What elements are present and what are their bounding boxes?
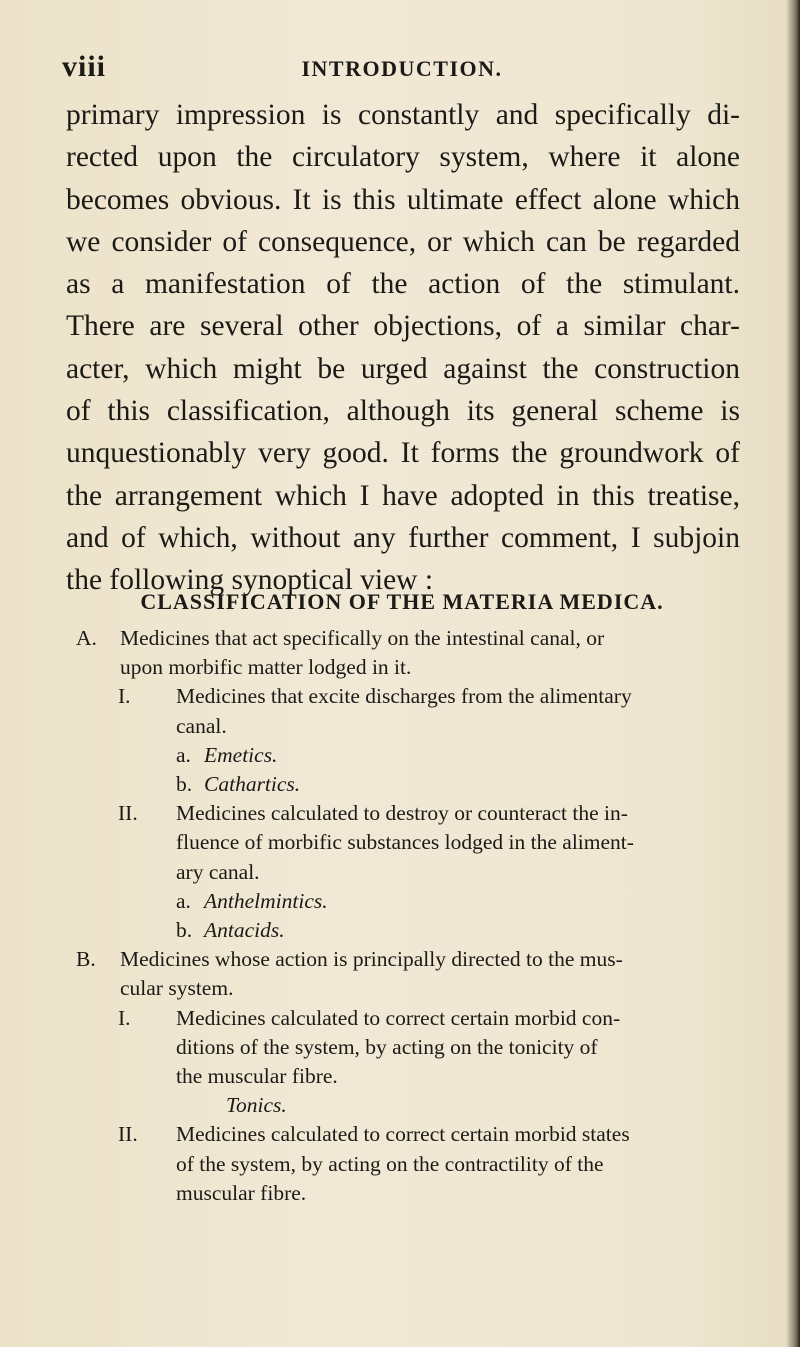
outline-text: Medicines calculated to correct certain morbid con-: [176, 1005, 621, 1030]
outline-label: b.: [176, 918, 193, 943]
page-number: viii: [62, 50, 107, 83]
outline-text: of the system, by acting on the contractility of the: [176, 1151, 604, 1176]
outline-text: muscular fibre.: [176, 1180, 307, 1205]
outline-item-a-i-b: [76, 770, 736, 799]
classification-outline: [76, 624, 736, 1208]
outline-text: ditions of the system, by acting on the tonicity of: [176, 1034, 598, 1059]
outline-item-b-i: [76, 1004, 736, 1092]
body-line: the following synoptical view :: [66, 564, 434, 597]
body-line: and of which, without any further comment, I subjoin: [66, 521, 740, 554]
outline-item-a-ii: [76, 799, 736, 887]
outline-item-a-i-a: [76, 741, 736, 770]
outline-text: fluence of morbific substances lodged in the aliment-: [176, 830, 634, 855]
running-head: INTRODUCTION.: [301, 56, 503, 81]
outline-term: Anthelmintics.: [204, 888, 328, 913]
body-line: unquestionably very good. It forms the groundwork of: [66, 437, 740, 470]
body-line: of this classification, although its general scheme is: [66, 395, 740, 428]
outline-item-a-i: [76, 682, 736, 740]
outline-text: Medicines whose action is principally directed to the mus-: [120, 947, 623, 972]
outline-label: II.: [118, 1122, 138, 1147]
page-header: [62, 50, 742, 86]
outline-label: II.: [118, 801, 138, 826]
body-line: becomes obvious. It is this ultimate effect alone which: [66, 183, 740, 216]
body-line: the arrangement which I have adopted in this treatise,: [66, 479, 740, 512]
outline-text: Medicines that act specifically on the intestinal canal, or: [120, 626, 605, 650]
outline-label: I.: [118, 684, 131, 709]
outline-label: A.: [76, 626, 97, 650]
outline-text: the muscular fibre.: [176, 1064, 338, 1089]
outline-text: Medicines that excite discharges from the alimentary: [176, 684, 632, 709]
outline-text: Medicines calculated to correct certain morbid states: [176, 1122, 630, 1147]
outline-text: ary canal.: [176, 859, 260, 884]
body-line: There are several other objections, of a similar char-: [66, 310, 740, 343]
outline-text: canal.: [176, 713, 227, 738]
outline-term: Tonics.: [226, 1093, 287, 1118]
body-line: primary impression is constantly and specifically di-: [66, 99, 740, 131]
outline-item-a: [76, 624, 736, 682]
outline-term: Antacids.: [204, 918, 285, 943]
outline-label: a.: [176, 888, 191, 913]
classification-title: CLASSIFICATION OF THE MATERIA MEDICA.: [140, 589, 664, 614]
outline-term: Cathartics.: [204, 772, 301, 797]
outline-label: a.: [176, 742, 191, 767]
body-line: acter, which might be urged against the construction: [66, 352, 740, 385]
outline-text: cular system.: [120, 976, 234, 1001]
outline-item-b: [76, 945, 736, 1003]
body-line: rected upon the circulatory system, where it alone: [66, 141, 740, 174]
body-line: we consider of consequence, or which can be regarded: [66, 225, 740, 258]
outline-label: b.: [176, 772, 193, 797]
outline-item-b-ii: [76, 1120, 736, 1208]
outline-item-b-i-sub: [76, 1091, 736, 1120]
outline-text: upon morbific matter lodged in it.: [120, 655, 412, 680]
body-paragraph: [66, 94, 740, 602]
outline-text: Medicines calculated to destroy or counteract the in-: [176, 801, 628, 826]
outline-item-a-ii-b: [76, 916, 736, 945]
page-edge-shadow: [786, 0, 800, 1347]
outline-term: Emetics.: [204, 742, 278, 767]
outline-label: I.: [118, 1005, 131, 1030]
body-line: as a manifestation of the action of the stimulant.: [66, 268, 740, 301]
outline-item-a-ii-a: [76, 887, 736, 916]
outline-label: B.: [76, 947, 96, 972]
